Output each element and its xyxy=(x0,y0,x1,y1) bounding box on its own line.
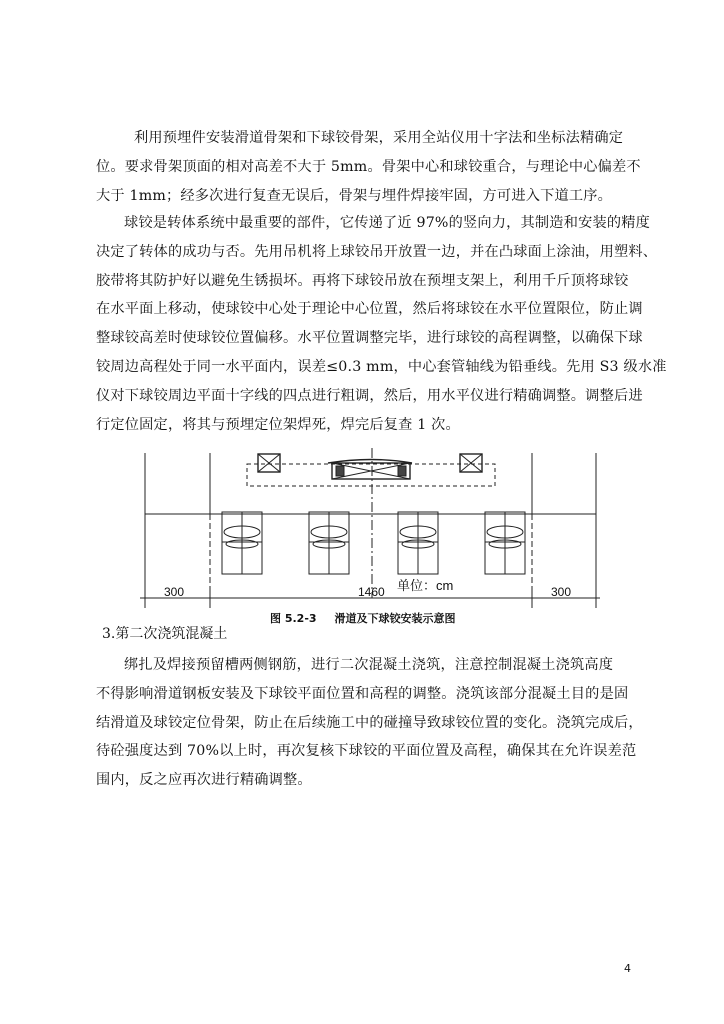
caption-title: 滑道及下球铰安装示意图 xyxy=(334,612,456,625)
text-line: 大于 1mm；经多次进行复查无误后，骨架与埋件焊接牢固，方可进入下道工序。 xyxy=(96,187,613,204)
dim-right: 300 xyxy=(551,585,572,599)
top-frame-dashed xyxy=(247,464,495,486)
text-line: 球铰是转体系统中最重要的部件，它传递了近 97%的竖向力，其制造和安装的精度 xyxy=(124,215,651,231)
dim-middle: 1460 xyxy=(358,585,385,599)
text-line: 绑扎及焊接预留槽两侧钢筋，进行二次混凝土浇筑，注意控制混凝土浇筑高度 xyxy=(124,657,614,673)
text-line: 结滑道及球铰定位骨架，防止在后续施工中的碰撞导致球铰位置的变化。浇筑完成后， xyxy=(96,714,643,731)
text-line: 不得影响滑道钢板安装及下球铰平面位置和高程的调整。浇筑该部分混凝土目的是固 xyxy=(96,685,629,702)
text-line: 铰周边高程处于同一水平面内，误差≤0.3 mm，中心套管轴线为铅垂线。先用 S3 级水准 xyxy=(96,358,667,375)
pile-1 xyxy=(222,512,262,574)
text-line: 行定位固定，将其与预埋定位架焊死，焊完后复查 1 次。 xyxy=(96,416,460,433)
text-line: 围内，反之应再次进行精确调整。 xyxy=(96,772,312,789)
paragraph-second-pour xyxy=(96,651,643,795)
text-line: 整球铰高差时使球铰位置偏移。水平位置调整完毕，进行球铰的高程调整，以确保下球 xyxy=(96,330,643,347)
unit-label: 单位：cm xyxy=(397,578,454,593)
text-line: 仪对下球铰周边平面十字线的四点进行粗调，然后，用水平仪进行精确调整。调整后进 xyxy=(96,387,643,404)
caption-number: 图 5.2-3 xyxy=(270,612,317,625)
pile-3 xyxy=(398,512,438,574)
text-line: 待砼强度达到 70%以上时，再次复核下球铰的平面位置及高程，确保其在允许误差范 xyxy=(96,743,637,760)
text-line: 在水平面上移动，使球铰中心处于理论中心位置，然后将球铰在水平位置限位，防止调 xyxy=(96,301,643,318)
dim-left: 300 xyxy=(164,585,185,599)
text-line: 利用预埋件安装滑道骨架和下球铰骨架，采用全站仪用十字法和坐标法精确定 xyxy=(134,130,624,146)
text-line: 胶带将其防护好以避免生锈损坏。再将下球铰吊放在预埋支架上，利用千斤顶将球铰 xyxy=(96,272,629,289)
figure-caption xyxy=(270,610,456,626)
right-slide-device xyxy=(460,454,482,472)
pile-4 xyxy=(485,512,525,574)
section-heading: 3.第二次浇筑混凝土 xyxy=(102,626,228,642)
left-slide-device xyxy=(258,454,280,472)
text-line: 位。要求骨架顶面的相对高差不大于 5mm。骨架中心和球铰重合，与理论中心偏差不 xyxy=(96,158,641,175)
text-line: 决定了转体的成功与否。先用吊机将上球铰吊开放置一边，并在凸球面上涂油，用塑料、 xyxy=(96,243,658,260)
pile-2 xyxy=(309,512,349,574)
page-number: 4 xyxy=(624,962,631,975)
center-hinge xyxy=(328,460,412,480)
